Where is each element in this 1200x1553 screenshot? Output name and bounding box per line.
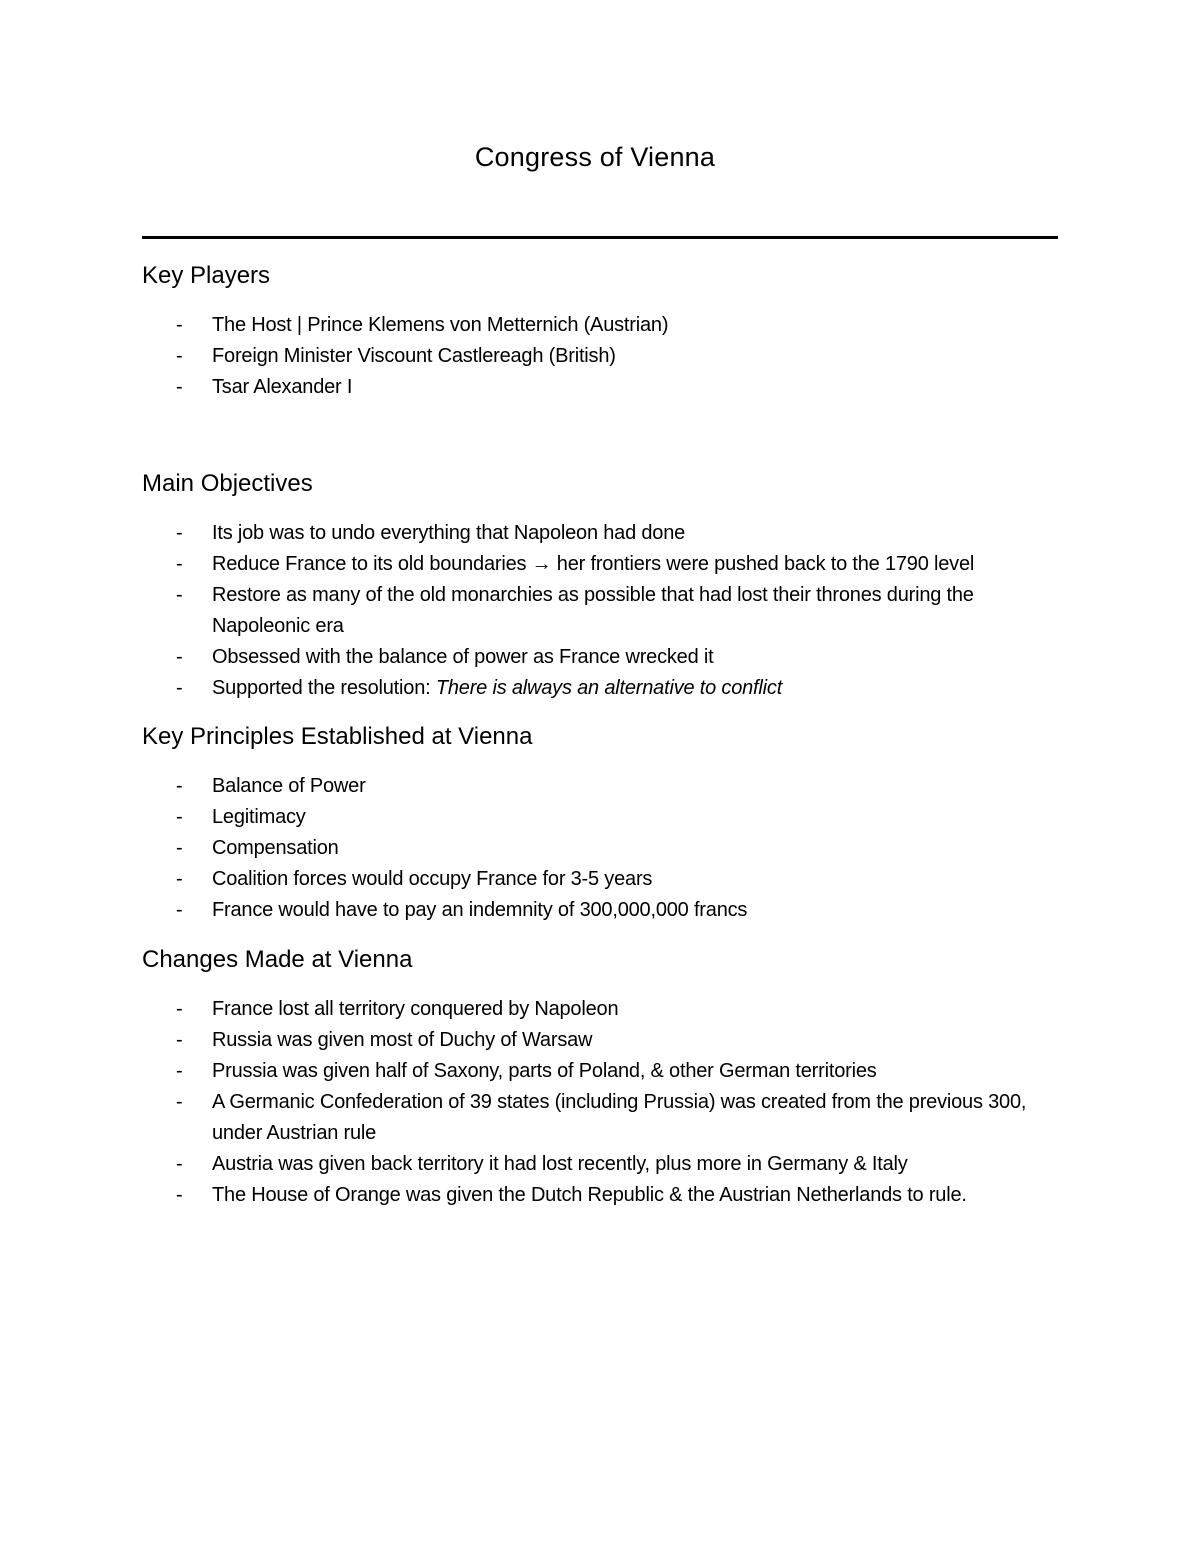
- bullet-list: [142, 310, 1072, 403]
- section-heading: Main Objectives: [142, 470, 313, 497]
- list-item-text: Tsar Alexander I: [212, 376, 353, 398]
- list-item: [142, 1056, 1072, 1087]
- dash-bullet: -: [176, 868, 183, 890]
- section-heading: Changes Made at Vienna: [142, 946, 413, 973]
- list-item-text: France would have to pay an indemnity of 300,000,000 francs: [212, 899, 748, 921]
- list-item-text: Legitimacy: [212, 806, 306, 828]
- dash-bullet: -: [176, 345, 183, 367]
- section-heading: Key Players: [142, 262, 271, 289]
- section-key-principles: [142, 721, 1072, 926]
- italic-quote: There is always an alternative to conflict: [435, 677, 783, 699]
- list-item-text: Reduce France to its old boundaries → her frontiers were pushed back to the 1790 level: [212, 553, 975, 575]
- dash-bullet: -: [176, 1184, 183, 1206]
- dash-bullet: -: [176, 837, 183, 859]
- dash-bullet: -: [176, 775, 183, 797]
- list-item: [142, 994, 1072, 1025]
- list-item-text: Compensation: [212, 837, 339, 859]
- bullet-list: [142, 994, 1072, 1211]
- list-item: [142, 642, 1072, 673]
- list-item: [142, 341, 1072, 372]
- bullet-list: [142, 518, 1072, 704]
- list-item: [142, 1180, 1072, 1211]
- dash-bullet: -: [176, 646, 183, 668]
- list-item: [142, 518, 1072, 549]
- list-item-text: Obsessed with the balance of power as France wrecked it: [212, 646, 714, 668]
- list-item: [142, 549, 1072, 580]
- dash-bullet: -: [176, 806, 183, 828]
- list-item-text: France lost all territory conquered by Napoleon: [212, 998, 619, 1020]
- list-item: [142, 1087, 1072, 1149]
- list-item: [142, 833, 1072, 864]
- section-changes-made: [142, 944, 1072, 1211]
- list-item: [142, 895, 1072, 926]
- list-item-text: Its job was to undo everything that Napoleon had done: [212, 522, 686, 544]
- bullet-list: [142, 771, 1072, 926]
- dash-bullet: -: [176, 1153, 183, 1175]
- list-item: [142, 580, 1072, 642]
- horizontal-rule: [142, 236, 1058, 239]
- dash-bullet: -: [176, 677, 183, 699]
- dash-bullet: -: [176, 376, 183, 398]
- list-item-text: The House of Orange was given the Dutch Republic & the Austrian Netherlands to rule.: [212, 1184, 967, 1206]
- list-item-text: The Host | Prince Klemens von Metternich (Austrian): [212, 314, 669, 336]
- list-item-text: Russia was given most of Duchy of Warsaw: [212, 1029, 593, 1051]
- dash-bullet: -: [176, 1029, 183, 1051]
- section-key-players: [142, 260, 1072, 403]
- dash-bullet: -: [176, 522, 183, 544]
- list-item-text: Austria was given back territory it had lost recently, plus more in Germany & Italy: [212, 1153, 908, 1175]
- dash-bullet: -: [176, 1091, 183, 1113]
- dash-bullet: -: [176, 314, 183, 336]
- list-item-text: Restore as many of the old monarchies as possible that had lost their thrones during the Napoleonic era: [212, 584, 974, 637]
- document-title: Congress of Vienna: [474, 142, 716, 172]
- list-item-text: Balance of Power: [212, 775, 366, 797]
- list-item: [142, 864, 1072, 895]
- list-item-text: Prussia was given half of Saxony, parts of Poland, & other German territories: [212, 1060, 877, 1082]
- list-item-text: A Germanic Confederation of 39 states (including Prussia) was created from the previous 300, under Austrian rule: [212, 1091, 1027, 1144]
- list-item: [142, 802, 1072, 833]
- list-item: [142, 673, 1072, 704]
- list-item-text: Foreign Minister Viscount Castlereagh (British): [212, 345, 616, 367]
- list-item-text: Coalition forces would occupy France for 3-5 years: [212, 868, 653, 890]
- dash-bullet: -: [176, 553, 183, 575]
- list-item: [142, 1025, 1072, 1056]
- list-item: [142, 372, 1072, 403]
- section-main-objectives: [142, 468, 1072, 704]
- section-heading: Key Principles Established at Vienna: [142, 723, 533, 750]
- list-item: [142, 310, 1072, 341]
- dash-bullet: -: [176, 1060, 183, 1082]
- dash-bullet: -: [176, 998, 183, 1020]
- list-item: [142, 1149, 1072, 1180]
- dash-bullet: -: [176, 584, 183, 606]
- dash-bullet: -: [176, 899, 183, 921]
- list-item: [142, 771, 1072, 802]
- list-item-text: Supported the resolution:: [212, 677, 436, 699]
